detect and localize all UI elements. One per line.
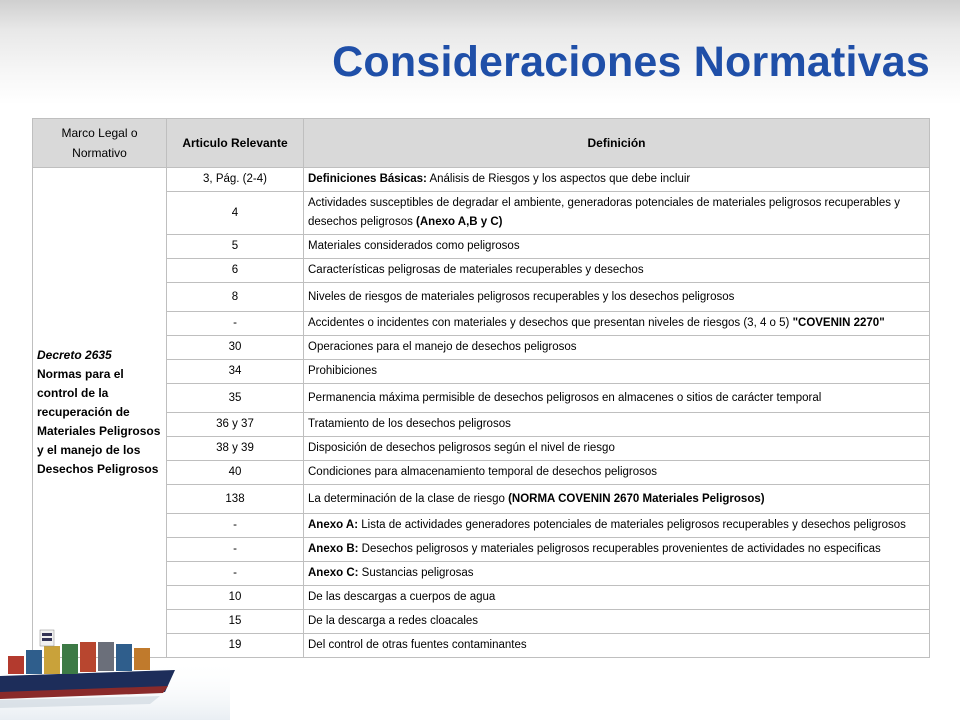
articulo-cell: 30: [167, 336, 304, 360]
definicion-text: De la descarga a redes cloacales: [308, 615, 479, 627]
articulo-cell: 4: [167, 192, 304, 235]
table-row: [33, 384, 930, 413]
table-body: [33, 168, 930, 658]
page-title: Consideraciones Normativas: [332, 38, 930, 86]
definicion-cell: [304, 538, 930, 562]
definicion-cell: [304, 485, 930, 514]
definicion-cell: [304, 168, 930, 192]
articulo-cell: -: [167, 538, 304, 562]
definicion-text: Lista de actividades generadores potenciales de materiales peligrosos recuperables y desechos peligrosos: [358, 519, 906, 531]
definicion-text: Permanencia máxima permisible de desechos peligrosos en almacenes o sitios de carácter temporal: [308, 391, 822, 404]
table-row: [33, 538, 930, 562]
articulo-cell: 34: [167, 360, 304, 384]
articulo-cell: -: [167, 312, 304, 336]
definicion-cell: [304, 586, 930, 610]
articulo-cell: 19: [167, 634, 304, 658]
articulo-cell: 138: [167, 485, 304, 514]
definicion-text: Características peligrosas de materiales recuperables y desechos: [308, 264, 644, 276]
header-marco-legal: Marco Legal o Normativo: [33, 119, 167, 168]
table-row: [33, 461, 930, 485]
definicion-reference: "COVENIN 2270": [792, 317, 885, 329]
definicion-text: De las descargas a cuerpos de agua: [308, 591, 496, 603]
articulo-cell: 38 y 39: [167, 437, 304, 461]
definicion-cell: [304, 312, 930, 336]
table-row: [33, 437, 930, 461]
definicion-text: Actividades susceptibles de degradar el ambiente, generadoras potenciales de materiales peligrosos recuperables y desechos peligrosos: [308, 197, 900, 228]
definicion-label: Anexo B:: [308, 543, 359, 555]
definicion-reference: (NORMA COVENIN 2670 Materiales Peligrosos): [508, 492, 765, 505]
table-row: [33, 312, 930, 336]
definicion-cell: [304, 514, 930, 538]
definicion-cell: [304, 610, 930, 634]
definicion-text: Operaciones para el manejo de desechos peligrosos: [308, 341, 577, 353]
table-row: [33, 514, 930, 538]
articulo-cell: 10: [167, 586, 304, 610]
articulo-cell: 40: [167, 461, 304, 485]
definicion-text: Condiciones para almacenamiento temporal de desechos peligrosos: [308, 466, 658, 478]
definicion-text: Desechos peligrosos y materiales peligrosos recuperables provenientes de actividades no especificas: [358, 543, 881, 555]
table-row: [33, 192, 930, 235]
definicion-text: La determinación de la clase de riesgo: [308, 492, 509, 505]
table-row: [33, 168, 930, 192]
articulo-cell: 5: [167, 235, 304, 259]
definicion-text: Accidentes o incidentes con materiales y desechos que presentan niveles de riesgos (3, 4 o 5): [308, 317, 793, 329]
table-row: [33, 235, 930, 259]
articulo-cell: 35: [167, 384, 304, 413]
articulo-cell: 3, Pág. (2-4): [167, 168, 304, 192]
definicion-reference: (Anexo A,B y C): [416, 216, 503, 228]
marco-legal-text: Normas para el control de la recuperación de Materiales Peligrosos y el manejo de los Desechos Peligrosos: [37, 367, 161, 476]
definicion-cell: [304, 283, 930, 312]
definicion-cell: [304, 360, 930, 384]
definicion-text: Tratamiento de los desechos peligrosos: [308, 418, 511, 430]
definicion-cell: [304, 192, 930, 235]
definicion-cell: [304, 413, 930, 437]
articulo-cell: 6: [167, 259, 304, 283]
definicion-label: Definiciones Básicas:: [308, 173, 427, 185]
articulo-cell: -: [167, 562, 304, 586]
definicion-cell: [304, 384, 930, 413]
definicion-text: Sustancias peligrosas: [358, 567, 474, 579]
definicion-label: Anexo A:: [308, 519, 359, 531]
definicion-text: Análisis de Riesgos y los aspectos que debe incluir: [426, 173, 691, 185]
table-row: [33, 413, 930, 437]
definicion-cell: [304, 562, 930, 586]
definicion-text: Materiales considerados como peligrosos: [308, 240, 520, 252]
regulations-table: [32, 118, 930, 658]
definicion-text: Niveles de riesgos de materiales peligrosos recuperables y los desechos peligrosos: [308, 290, 735, 303]
articulo-cell: 8: [167, 283, 304, 312]
header-definicion: Definición: [304, 119, 930, 168]
definicion-cell: [304, 336, 930, 360]
definicion-cell: [304, 461, 930, 485]
definicion-cell: [304, 634, 930, 658]
definicion-text: Del control de otras fuentes contaminantes: [308, 639, 527, 651]
definicion-text: Disposición de desechos peligrosos según el nivel de riesgo: [308, 442, 615, 454]
table-header-row: [33, 119, 930, 168]
table-row: [33, 562, 930, 586]
table-row: [33, 259, 930, 283]
definicion-cell: [304, 235, 930, 259]
definicion-text: Prohibiciones: [308, 365, 378, 377]
definicion-cell: [304, 437, 930, 461]
definicion-label: Anexo C:: [308, 567, 359, 579]
table-row: [33, 360, 930, 384]
container-ship-image: [0, 600, 230, 720]
table-row: [33, 283, 930, 312]
articulo-cell: 15: [167, 610, 304, 634]
definicion-cell: [304, 259, 930, 283]
header-articulo: Articulo Relevante: [167, 119, 304, 168]
marco-legal-cell: [33, 168, 167, 658]
articulo-cell: 36 y 37: [167, 413, 304, 437]
table-row: [33, 485, 930, 514]
table-row: [33, 336, 930, 360]
articulo-cell: -: [167, 514, 304, 538]
decreto-label: Decreto 2635: [37, 348, 112, 362]
